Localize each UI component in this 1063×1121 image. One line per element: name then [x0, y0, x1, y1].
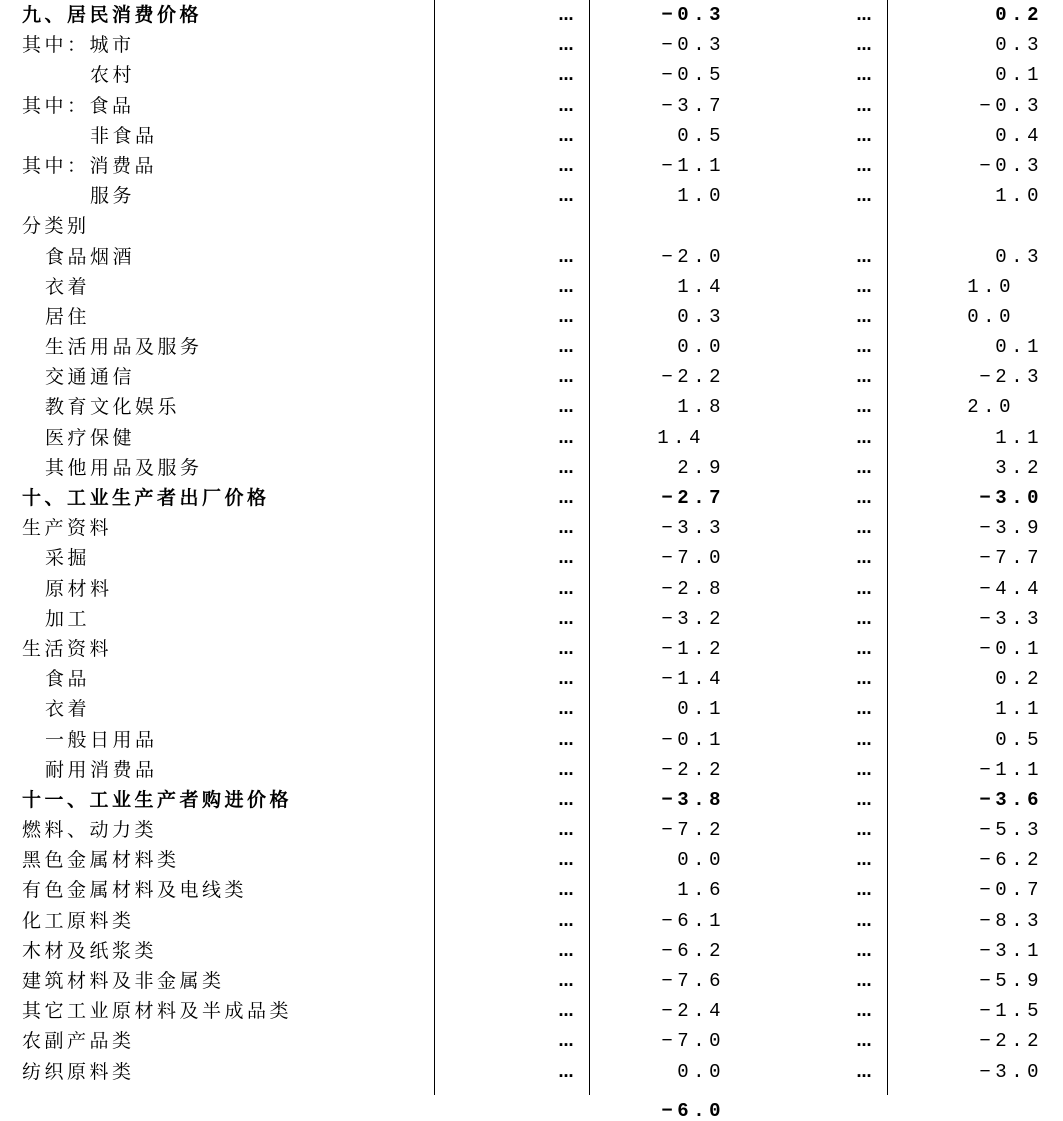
- value-cell-col2: −3.1: [979, 939, 1043, 962]
- ellipsis-cell: …: [558, 96, 572, 115]
- row-label: 燃料、动力类: [22, 819, 158, 842]
- value-cell-col2: 0.1: [995, 336, 1043, 359]
- table-row: [0, 543, 1063, 573]
- value-cell-col2: 3.2: [995, 456, 1043, 479]
- row-label: 生产资料: [22, 517, 113, 540]
- ellipsis-cell: …: [558, 1032, 572, 1051]
- value-cell-col2: −4.4: [979, 577, 1043, 600]
- value-cell-col2: 0.2: [995, 4, 1043, 26]
- value-cell-col1: −7.2: [661, 819, 725, 842]
- row-label: 分类别: [22, 215, 90, 238]
- value-cell-col2: 1.0: [995, 185, 1043, 208]
- table-row: [0, 362, 1063, 392]
- ellipsis-cell: …: [856, 398, 870, 417]
- table-row: [0, 392, 1063, 422]
- value-cell-col2: −5.9: [979, 970, 1043, 992]
- ellipsis-cell: …: [856, 307, 870, 326]
- ellipsis-cell: …: [856, 941, 870, 960]
- value-cell-col1: 0.3: [677, 305, 725, 328]
- ellipsis-cell: …: [856, 247, 870, 266]
- row-label: 衣着: [45, 698, 91, 721]
- row-label: 交通通信: [45, 366, 136, 389]
- ellipsis-cell: …: [558, 579, 572, 598]
- table-row: [0, 574, 1063, 604]
- value-cell-col1: −3.2: [661, 607, 725, 630]
- row-label: 十、工业生产者出厂价格: [22, 487, 270, 509]
- table-row: [0, 181, 1063, 211]
- table-row: [0, 845, 1063, 875]
- value-cell-col2: −1.1: [979, 758, 1043, 781]
- ellipsis-cell: …: [558, 639, 572, 658]
- value-cell-col1: 1.4: [677, 275, 725, 298]
- value-cell-col1: −7.6: [661, 970, 725, 992]
- ellipsis-cell: …: [856, 6, 870, 24]
- ellipsis-cell: …: [856, 489, 870, 507]
- table-row: [0, 242, 1063, 272]
- ellipsis-cell: …: [856, 66, 870, 85]
- ellipsis-cell: …: [558, 277, 572, 296]
- value-cell-col1: −2.7: [661, 487, 725, 509]
- value-cell-col1: −0.3: [661, 34, 725, 57]
- value-cell-col2: 1.1: [995, 426, 1043, 449]
- ellipsis-cell: …: [856, 821, 870, 840]
- ellipsis-cell: …: [558, 549, 572, 568]
- row-label: 原材料: [45, 577, 113, 600]
- ellipsis-cell: …: [558, 368, 572, 387]
- ellipsis-cell: …: [558, 851, 572, 870]
- table-row: [0, 423, 1063, 453]
- ellipsis-cell: …: [856, 760, 870, 779]
- row-label: 居住: [45, 305, 91, 328]
- ellipsis-cell: …: [856, 911, 870, 930]
- row-label: 医疗保健: [45, 426, 136, 449]
- value-cell-col2: 0.3: [995, 245, 1043, 268]
- table-row: [0, 755, 1063, 785]
- table-row: [0, 121, 1063, 151]
- table-row: [0, 30, 1063, 60]
- value-cell-col1: −3.8: [661, 788, 725, 811]
- value-cell-col2: −3.6: [979, 788, 1043, 811]
- row-label: 有色金属材料及电线类: [22, 879, 248, 902]
- ellipsis-cell: …: [856, 639, 870, 658]
- ellipsis-cell: …: [558, 398, 572, 417]
- row-label: 农副产品类: [22, 1030, 135, 1053]
- ellipsis-cell: …: [856, 458, 870, 477]
- ellipsis-cell: …: [856, 277, 870, 296]
- table-row: [0, 60, 1063, 90]
- ellipsis-cell: …: [558, 307, 572, 326]
- table-row-partial: [0, 1087, 1063, 1121]
- value-cell-col1: −3.7: [661, 94, 725, 117]
- ellipsis-cell: …: [558, 941, 572, 960]
- table-row-section-cpi: [0, 0, 1063, 30]
- table-row: [0, 91, 1063, 121]
- ellipsis-cell: …: [558, 790, 572, 809]
- value-cell-col1: −2.4: [661, 1000, 725, 1023]
- row-label: 九、居民消费价格: [22, 4, 203, 26]
- table-row-section-purchase: [0, 785, 1063, 815]
- row-label: 食品: [45, 668, 91, 691]
- value-cell-col2: −3.3: [979, 607, 1043, 630]
- value-cell-col2: 1.1: [995, 698, 1043, 721]
- ellipsis-cell: …: [856, 96, 870, 115]
- value-cell-col1: 0.0: [677, 336, 725, 359]
- value-cell-col2: −1.5: [979, 1000, 1043, 1023]
- ellipsis-cell: …: [856, 338, 870, 357]
- value-cell-col1: −2.2: [661, 366, 725, 389]
- row-label: 食品烟酒: [45, 245, 136, 268]
- ellipsis-cell: …: [856, 156, 870, 175]
- table-row: [0, 966, 1063, 996]
- value-cell-col1: −6.0: [661, 1100, 725, 1121]
- ellipsis-cell: …: [856, 36, 870, 55]
- value-cell-col2: 0.3: [995, 34, 1043, 57]
- value-cell-col2: −2.2: [979, 1030, 1043, 1053]
- row-label: 加工: [45, 607, 91, 630]
- value-cell-col2: −2.3: [979, 366, 1043, 389]
- table-row: [0, 151, 1063, 181]
- value-cell-col1: 1.4: [657, 426, 705, 449]
- ellipsis-cell: [520, 211, 610, 241]
- row-label: 农村: [90, 64, 136, 87]
- value-cell-col1: −3.3: [661, 517, 725, 540]
- ellipsis-cell: …: [558, 700, 572, 719]
- value-cell-col1: 1.6: [677, 879, 725, 902]
- ellipsis-cell: …: [558, 458, 572, 477]
- row-label: 采掘: [45, 547, 91, 570]
- ellipsis-cell: …: [856, 609, 870, 628]
- table-row: [0, 332, 1063, 362]
- value-cell-col1: −7.0: [661, 547, 725, 570]
- value-cell-col1: 0.1: [677, 698, 725, 721]
- row-label: 生活资料: [22, 637, 113, 660]
- ellipsis-cell: …: [558, 1062, 572, 1081]
- table-row: [0, 725, 1063, 755]
- value-cell-col1: 0.5: [677, 124, 725, 147]
- ellipsis-cell: …: [558, 821, 572, 840]
- value-cell-col1: −1.2: [661, 637, 725, 660]
- value-cell-col1: 2.9: [677, 456, 725, 479]
- ellipsis-cell: …: [856, 126, 870, 145]
- ellipsis-cell: …: [856, 579, 870, 598]
- table-row: [0, 1026, 1063, 1056]
- ellipsis-cell: …: [856, 790, 870, 809]
- row-label: 其他用品及服务: [45, 456, 203, 479]
- value-cell-col2: 0.4: [995, 124, 1043, 147]
- value-cell-col1: −7.0: [661, 1030, 725, 1053]
- row-label: 教育文化娱乐: [45, 396, 181, 419]
- value-cell-col2: −3.0: [979, 487, 1043, 509]
- table-row: [0, 453, 1063, 483]
- value-cell-col1: 1.0: [677, 185, 725, 208]
- row-label: 非食品: [90, 124, 158, 147]
- row-label: 纺织原料类: [22, 1060, 135, 1083]
- value-cell-col2: −5.3: [979, 819, 1043, 842]
- row-label: 化工原料类: [22, 909, 135, 932]
- ellipsis-cell: …: [558, 670, 572, 689]
- ellipsis-cell: …: [856, 428, 870, 447]
- value-cell-col1: −6.1: [661, 909, 725, 932]
- table-row-subheading: [0, 211, 1063, 241]
- value-cell-col1: −2.8: [661, 577, 725, 600]
- ellipsis-cell: …: [558, 489, 572, 507]
- ellipsis-cell: …: [558, 66, 572, 85]
- value-cell-col2: 0.5: [995, 728, 1043, 751]
- ellipsis-cell: …: [856, 670, 870, 689]
- row-label: 其中：城市: [22, 34, 135, 57]
- ellipsis-cell: …: [558, 6, 572, 24]
- ellipsis-cell: …: [558, 126, 572, 145]
- ellipsis-cell: …: [558, 730, 572, 749]
- value-cell-col1: −2.0: [661, 245, 725, 268]
- row-label: 服务: [90, 185, 136, 208]
- value-cell-col2: −3.9: [979, 517, 1043, 540]
- ellipsis-cell: …: [856, 549, 870, 568]
- table-row: [0, 694, 1063, 724]
- table-row: [0, 815, 1063, 845]
- table-row: [0, 664, 1063, 694]
- value-cell-col1: 1.8: [677, 396, 725, 419]
- ellipsis-cell: …: [856, 1062, 870, 1081]
- value-cell-col2: 0.1: [995, 64, 1043, 87]
- row-label: 其中：消费品: [22, 154, 158, 177]
- value-cell-col2: −7.7: [979, 547, 1043, 570]
- ellipsis-cell: …: [856, 1032, 870, 1051]
- ellipsis-cell: …: [856, 187, 870, 206]
- row-label: 耐用消费品: [45, 758, 158, 781]
- value-cell-col2: −0.1: [979, 637, 1043, 660]
- ellipsis-cell: …: [558, 187, 572, 206]
- ellipsis-cell: …: [558, 428, 572, 447]
- value-cell-col2: −0.3: [979, 154, 1043, 177]
- value-cell-col1: −0.5: [661, 64, 725, 87]
- ellipsis-cell: [818, 211, 908, 241]
- value-cell-col1: −0.1: [661, 728, 725, 751]
- table-row: [0, 513, 1063, 543]
- value-cell-col1: −1.1: [661, 154, 725, 177]
- table-row: [0, 936, 1063, 966]
- ellipsis-cell: …: [558, 609, 572, 628]
- ellipsis-cell: [520, 1087, 610, 1117]
- value-cell-col2: −0.7: [979, 879, 1043, 902]
- value-cell-col2: 2.0: [967, 396, 1015, 419]
- row-label: 其中：食品: [22, 94, 135, 117]
- row-label: 一般日用品: [45, 728, 158, 751]
- ellipsis-cell: …: [558, 519, 572, 538]
- ellipsis-cell: [818, 1087, 908, 1117]
- table-row: [0, 1057, 1063, 1087]
- table-row: [0, 875, 1063, 905]
- row-label: 生活用品及服务: [45, 336, 203, 359]
- ellipsis-cell: …: [558, 156, 572, 175]
- value-cell-col2: −0.3: [979, 94, 1043, 117]
- value-cell-col2: 1.0: [967, 275, 1015, 298]
- value-cell-col2: 0.0: [967, 305, 1015, 328]
- value-cell-col2: −3.0: [979, 1060, 1043, 1083]
- ellipsis-cell: …: [558, 972, 572, 990]
- ellipsis-cell: …: [558, 1002, 572, 1021]
- value-cell-col1: −2.2: [661, 758, 725, 781]
- ellipsis-cell: …: [558, 881, 572, 900]
- table-row: [0, 996, 1063, 1026]
- value-cell-col1: 0.0: [677, 849, 725, 872]
- row-label: 十一、工业生产者购进价格: [22, 788, 293, 811]
- value-cell-col1: −0.3: [661, 4, 725, 26]
- ellipsis-cell: …: [856, 851, 870, 870]
- ellipsis-cell: …: [856, 700, 870, 719]
- ellipsis-cell: …: [558, 36, 572, 55]
- row-label: 黑色金属材料类: [22, 849, 180, 872]
- row-label: 建筑材料及非金属类: [22, 970, 225, 992]
- value-cell-col1: −1.4: [661, 668, 725, 691]
- value-cell-col2: −8.3: [979, 909, 1043, 932]
- ellipsis-cell: …: [558, 338, 572, 357]
- ellipsis-cell: …: [558, 247, 572, 266]
- ellipsis-cell: …: [558, 911, 572, 930]
- ellipsis-cell: …: [856, 972, 870, 990]
- ellipsis-cell: …: [856, 519, 870, 538]
- table-row: [0, 604, 1063, 634]
- table-row: [0, 272, 1063, 302]
- table-row-section-ppi: [0, 483, 1063, 513]
- row-label: 衣着: [45, 275, 91, 298]
- value-cell-col1: −6.2: [661, 939, 725, 962]
- value-cell-col2: 0.2: [995, 668, 1043, 691]
- ellipsis-cell: …: [558, 760, 572, 779]
- row-label: 其它工业原材料及半成品类: [22, 1000, 293, 1023]
- table-row: [0, 634, 1063, 664]
- ellipsis-cell: …: [856, 368, 870, 387]
- ellipsis-cell: …: [856, 1002, 870, 1021]
- table-row: [0, 302, 1063, 332]
- value-cell-col2: −6.2: [979, 849, 1043, 872]
- table-row: [0, 906, 1063, 936]
- row-label: 木材及纸浆类: [22, 939, 158, 962]
- value-cell-col1: 0.0: [677, 1060, 725, 1083]
- ellipsis-cell: …: [856, 730, 870, 749]
- ellipsis-cell: …: [856, 881, 870, 900]
